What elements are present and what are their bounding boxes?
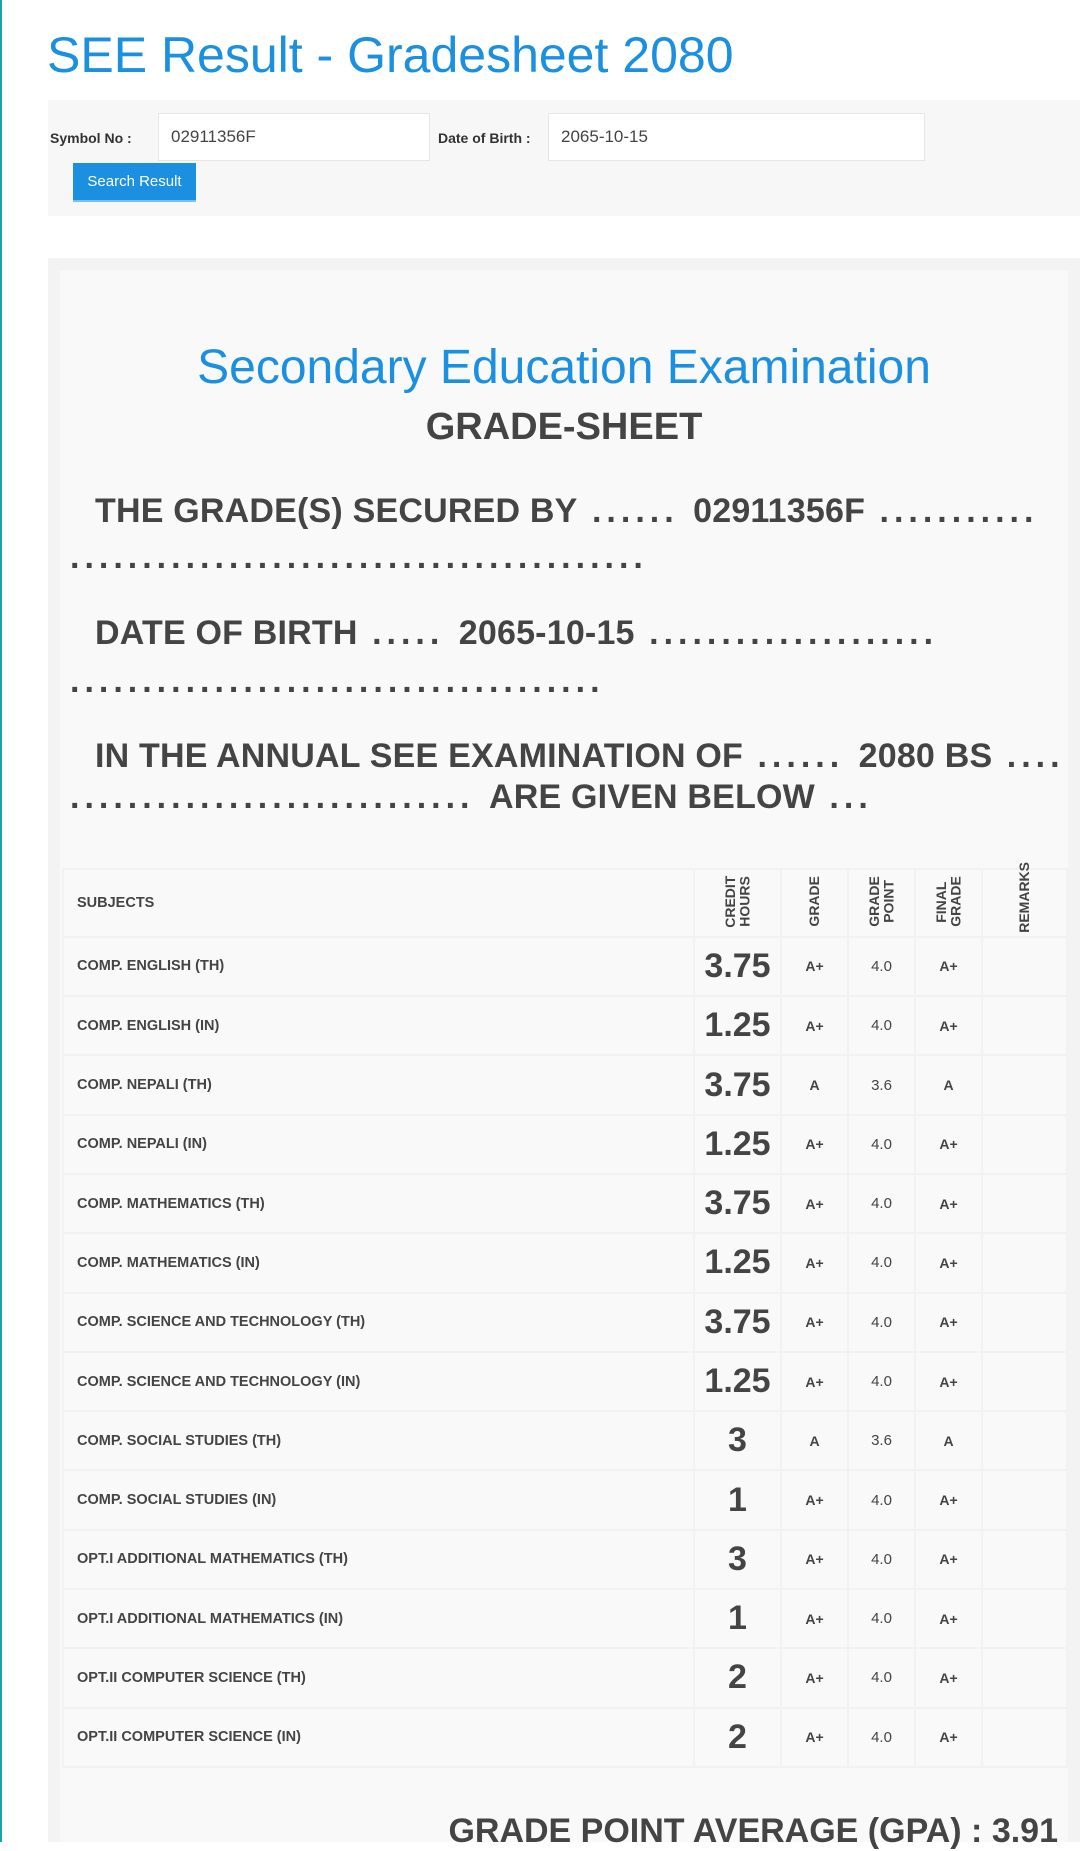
exam-line-label: IN THE ANNUAL SEE EXAMINATION OF bbox=[95, 737, 744, 775]
grade-sheet-card bbox=[60, 270, 1068, 1850]
credit-hours-cell: 1.25 bbox=[694, 996, 781, 1055]
remarks-cell bbox=[982, 1470, 1067, 1529]
credit-hours-cell: 3.75 bbox=[694, 1055, 781, 1114]
credit-hours-cell: 3.75 bbox=[694, 1293, 781, 1352]
left-edge-border bbox=[0, 0, 2, 1842]
grade-cell: A+ bbox=[781, 1352, 848, 1411]
grade-point-cell: 4.0 bbox=[848, 1293, 915, 1352]
grade-cell: A+ bbox=[781, 1470, 848, 1529]
remarks-cell bbox=[982, 996, 1067, 1055]
remarks-cell bbox=[982, 937, 1067, 996]
final-grade-cell: A+ bbox=[915, 1648, 982, 1707]
credit-hours-cell: 1.25 bbox=[694, 1233, 781, 1292]
dob-label: Date of Birth : bbox=[438, 130, 531, 146]
grade-point-cell: 4.0 bbox=[848, 1352, 915, 1411]
credit-hours-cell: 3.75 bbox=[694, 1174, 781, 1233]
grade-point-cell: 4.0 bbox=[848, 1530, 915, 1589]
table-row bbox=[63, 1589, 1067, 1648]
subject-cell: COMP. NEPALI (TH) bbox=[63, 1055, 694, 1114]
final-grade-cell: A+ bbox=[915, 1708, 982, 1767]
grade-point-cell: 4.0 bbox=[848, 1648, 915, 1707]
table-row bbox=[63, 996, 1067, 1055]
grade-cell: A bbox=[781, 1055, 848, 1114]
remarks-cell bbox=[982, 1233, 1067, 1292]
secured-by-symbol: 02911356F bbox=[693, 492, 866, 530]
col-credit-hours bbox=[694, 869, 781, 937]
grade-point-cell: 4.0 bbox=[848, 1589, 915, 1648]
remarks-cell bbox=[982, 1055, 1067, 1114]
table-row bbox=[63, 1115, 1067, 1174]
grade-cell: A+ bbox=[781, 1293, 848, 1352]
final-grade-cell: A+ bbox=[915, 1293, 982, 1352]
subject-cell: COMP. SOCIAL STUDIES (TH) bbox=[63, 1411, 694, 1470]
credit-hours-cell: 1 bbox=[694, 1589, 781, 1648]
grade-cell: A+ bbox=[781, 1233, 848, 1292]
grade-point-cell: 4.0 bbox=[848, 996, 915, 1055]
table-row bbox=[63, 1648, 1067, 1707]
subject-cell: COMP. SCIENCE AND TECHNOLOGY (IN) bbox=[63, 1352, 694, 1411]
subject-cell: OPT.I ADDITIONAL MATHEMATICS (TH) bbox=[63, 1530, 694, 1589]
final-grade-cell: A+ bbox=[915, 1470, 982, 1529]
subject-cell: COMP. NEPALI (IN) bbox=[63, 1115, 694, 1174]
dob-line: DATE OF BIRTH ..... 2065-10-15 .................... bbox=[95, 614, 939, 652]
table-row bbox=[63, 1708, 1067, 1767]
table-row bbox=[63, 1470, 1067, 1529]
col-credit-hours-label: CREDIT HOURS bbox=[721, 875, 753, 928]
exam-line: IN THE ANNUAL SEE EXAMINATION OF ...... 2080 BS .... bbox=[95, 737, 1065, 775]
credit-hours-cell: 2 bbox=[694, 1708, 781, 1767]
remarks-cell bbox=[982, 1530, 1067, 1589]
remarks-cell bbox=[982, 1174, 1067, 1233]
symbol-input[interactable]: 02911356F bbox=[158, 113, 430, 161]
dotted-line: ........................................ bbox=[70, 538, 648, 576]
dotted-line: ..................................... bbox=[70, 662, 605, 700]
col-remarks bbox=[982, 862, 1067, 937]
final-grade-cell: A+ bbox=[915, 1115, 982, 1174]
table-row bbox=[63, 937, 1067, 996]
final-grade-cell: A+ bbox=[915, 1174, 982, 1233]
secured-by-label: THE GRADE(S) SECURED BY bbox=[95, 492, 578, 530]
grade-cell: A+ bbox=[781, 1648, 848, 1707]
credit-hours-cell: 2 bbox=[694, 1648, 781, 1707]
table-row bbox=[63, 1530, 1067, 1589]
grade-cell: A bbox=[781, 1411, 848, 1470]
subject-cell: COMP. MATHEMATICS (IN) bbox=[63, 1233, 694, 1292]
col-subjects: SUBJECTS bbox=[63, 869, 694, 937]
subject-cell: COMP. ENGLISH (IN) bbox=[63, 996, 694, 1055]
symbol-label: Symbol No : bbox=[50, 130, 132, 146]
given-below-text: ARE GIVEN BELOW bbox=[488, 778, 815, 816]
dob-line-value: 2065-10-15 bbox=[458, 614, 635, 652]
remarks-cell bbox=[982, 1293, 1067, 1352]
subject-cell: COMP. SCIENCE AND TECHNOLOGY (TH) bbox=[63, 1293, 694, 1352]
gpa-summary: GRADE POINT AVERAGE (GPA) : 3.91 bbox=[448, 1812, 1058, 1850]
grade-point-cell: 4.0 bbox=[848, 1174, 915, 1233]
dob-input[interactable]: 2065-10-15 bbox=[548, 113, 925, 161]
secured-by-line: THE GRADE(S) SECURED BY ...... 02911356F ........... bbox=[95, 492, 1039, 530]
exam-heading: Secondary Education Examination bbox=[197, 341, 931, 394]
search-form bbox=[48, 100, 1080, 216]
subject-cell: OPT.I ADDITIONAL MATHEMATICS (IN) bbox=[63, 1589, 694, 1648]
subject-cell: COMP. SOCIAL STUDIES (IN) bbox=[63, 1470, 694, 1529]
credit-hours-cell: 1 bbox=[694, 1470, 781, 1529]
final-grade-cell: A+ bbox=[915, 1589, 982, 1648]
grade-point-cell: 3.6 bbox=[848, 1055, 915, 1114]
table-row bbox=[63, 1055, 1067, 1114]
remarks-cell bbox=[982, 1352, 1067, 1411]
grade-cell: A+ bbox=[781, 996, 848, 1055]
col-final-grade-label: FINAL GRADE bbox=[932, 876, 964, 927]
subject-cell: OPT.II COMPUTER SCIENCE (IN) bbox=[63, 1708, 694, 1767]
credit-hours-cell: 3 bbox=[694, 1530, 781, 1589]
grade-cell: A+ bbox=[781, 1115, 848, 1174]
credit-hours-cell: 1.25 bbox=[694, 1115, 781, 1174]
col-grade-point bbox=[848, 869, 915, 937]
final-grade-cell: A+ bbox=[915, 1352, 982, 1411]
dob-line-label: DATE OF BIRTH bbox=[95, 614, 358, 652]
grade-cell: A+ bbox=[781, 1708, 848, 1767]
grade-cell: A+ bbox=[781, 1174, 848, 1233]
grade-point-cell: 3.6 bbox=[848, 1411, 915, 1470]
table-row bbox=[63, 1233, 1067, 1292]
table-header-row bbox=[63, 869, 1067, 937]
grade-point-cell: 4.0 bbox=[848, 1115, 915, 1174]
remarks-cell bbox=[982, 1115, 1067, 1174]
grade-point-cell: 4.0 bbox=[848, 1708, 915, 1767]
final-grade-cell: A bbox=[915, 1411, 982, 1470]
final-grade-cell: A+ bbox=[915, 1233, 982, 1292]
final-grade-cell: A+ bbox=[915, 937, 982, 996]
credit-hours-cell: 3.75 bbox=[694, 937, 781, 996]
grade-sheet-panel bbox=[48, 258, 1080, 1850]
credit-hours-cell: 1.25 bbox=[694, 1352, 781, 1411]
credit-hours-cell: 3 bbox=[694, 1411, 781, 1470]
table-row bbox=[63, 1411, 1067, 1470]
table-row bbox=[63, 1174, 1067, 1233]
col-grade-label: GRADE bbox=[806, 876, 823, 927]
remarks-cell bbox=[982, 1648, 1067, 1707]
final-grade-cell: A bbox=[915, 1055, 982, 1114]
grades-table bbox=[62, 862, 1068, 1768]
subject-cell: OPT.II COMPUTER SCIENCE (TH) bbox=[63, 1648, 694, 1707]
grade-point-cell: 4.0 bbox=[848, 937, 915, 996]
grade-cell: A+ bbox=[781, 1589, 848, 1648]
remarks-cell bbox=[982, 1708, 1067, 1767]
remarks-cell bbox=[982, 1411, 1067, 1470]
col-grade bbox=[781, 869, 848, 937]
col-remarks-label: REMARKS bbox=[1016, 862, 1033, 933]
col-final-grade bbox=[915, 869, 982, 937]
col-grade-point-label: GRADE POINT bbox=[865, 876, 897, 927]
final-grade-cell: A+ bbox=[915, 1530, 982, 1589]
given-below-line: ............................ ARE GIVEN BELOW ... bbox=[70, 778, 873, 816]
table-row bbox=[63, 1293, 1067, 1352]
grade-cell: A+ bbox=[781, 1530, 848, 1589]
page-title: SEE Result - Gradesheet 2080 bbox=[47, 27, 734, 83]
table-row bbox=[63, 1352, 1067, 1411]
final-grade-cell: A+ bbox=[915, 996, 982, 1055]
grade-sheet-title: GRADE-SHEET bbox=[425, 406, 703, 448]
search-result-button[interactable]: Search Result bbox=[73, 163, 196, 202]
remarks-cell bbox=[982, 1589, 1067, 1648]
subject-cell: COMP. MATHEMATICS (TH) bbox=[63, 1174, 694, 1233]
grade-point-cell: 4.0 bbox=[848, 1233, 915, 1292]
exam-year: 2080 BS bbox=[858, 737, 993, 775]
subject-cell: COMP. ENGLISH (TH) bbox=[63, 937, 694, 996]
grade-cell: A+ bbox=[781, 937, 848, 996]
grade-point-cell: 4.0 bbox=[848, 1470, 915, 1529]
